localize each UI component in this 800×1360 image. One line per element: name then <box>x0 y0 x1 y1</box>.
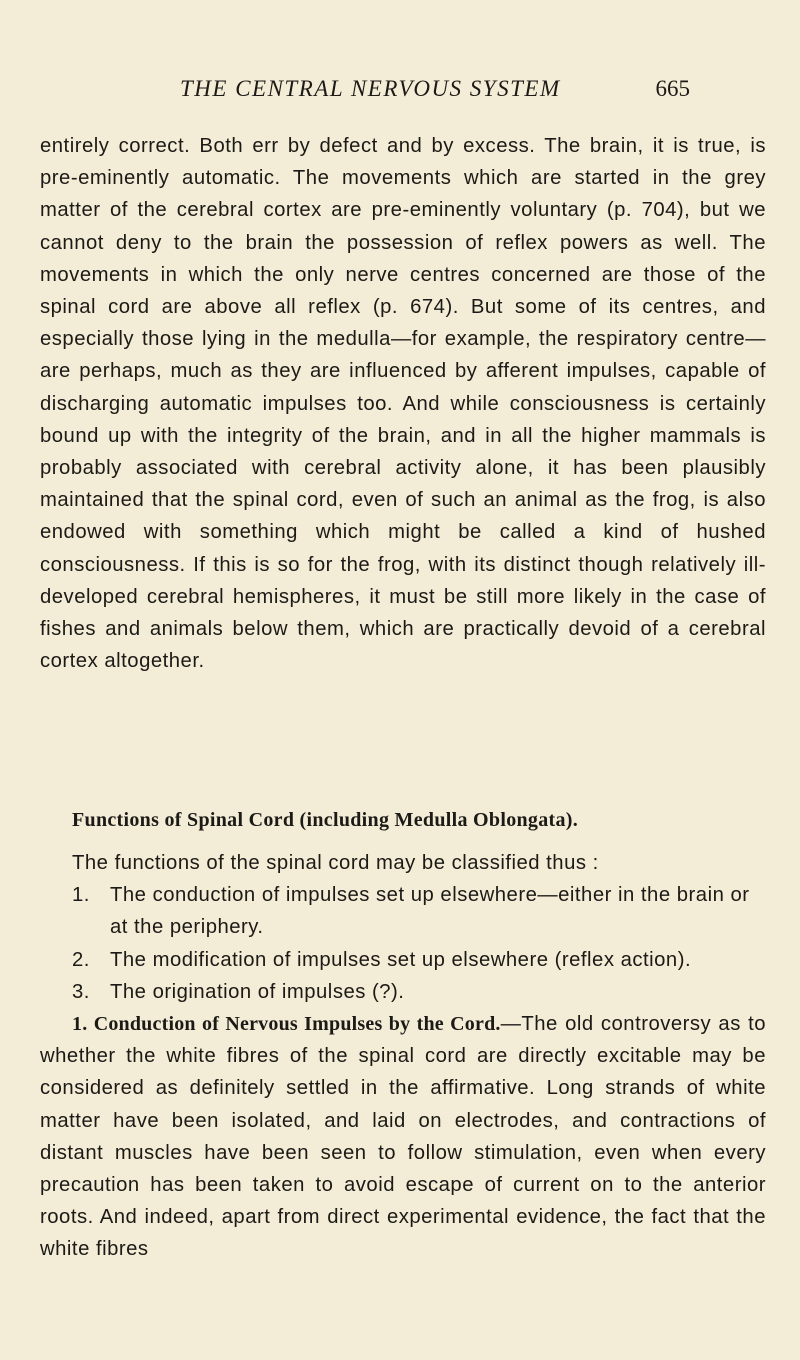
list-item-number: 2. <box>72 948 90 971</box>
running-head-title: THE CENTRAL NERVOUS SYSTEM <box>180 76 561 101</box>
section-heading: Functions of Spinal Cord (including Medulla Oblongata). <box>72 809 579 831</box>
list-item-text: The origination of impulses (?). <box>110 980 405 1003</box>
list-item-number: 1. <box>72 884 90 907</box>
functions-list <box>40 879 766 1008</box>
list-item-text: The conduction of impulses set up elsewhere—either in the brain or at the periphery. <box>110 884 750 939</box>
list-item <box>40 944 766 976</box>
functions-text-block <box>40 847 766 1266</box>
list-item <box>40 976 766 1008</box>
page-number: 665 <box>655 76 690 101</box>
opening-text-block <box>40 130 766 677</box>
intro-sentence: The functions of the spinal cord may be classified thus : <box>72 852 599 874</box>
conduction-paragraph <box>40 1008 766 1266</box>
subsection-heading: 1. Conduction of Nervous Impulses by the Cord. <box>72 1013 501 1036</box>
list-item-number: 3. <box>72 980 90 1003</box>
opening-paragraph: entirely correct. Both err by defect and by excess. The brain, it is true, is pre-eminently automatic. The movements which are started in the grey matter of the cerebral cortex are pre-eminently voluntary (p. 704), but we cannot deny to the brain the possession of reflex powers as well. The movements in which the only nerve centres concerned are those of the spinal cord are above all reflex (p. 674). But some of its centres, and especially those lying in the medulla—for example, the respiratory centre—are perhaps, much as they are influenced by afferent impulses, capable of discharging automatic impulses too. And while consciousness is certainly bound up with the integrity of the brain, and in all the higher mammals is probably associated with cerebral activity alone, it has been plausibly maintained that the spinal cord, even of such an animal as the frog, is also endowed with something which might be called a kind of hushed consciousness. If this is so for the frog, with its distinct though relatively ill-developed cerebral hemispheres, it must be still more likely in the case of fishes and animals below them, which are practically devoid of a cerebral cortex altogether. <box>40 135 766 673</box>
list-item-text: The modification of impulses set up elsewhere (reflex action). <box>110 948 692 971</box>
subsection-text: —The old controversy as to whether the white fibres of the spinal cord are directly excitable may be considered as definitely settled in the affirmative. Long strands of white matter have been isolated, and laid on electrodes, and contractions of distant muscles have been seen to follow stimulation, even when every precaution has been taken to avoid escape of current on to the anterior roots. And indeed, apart from direct experimental evidence, the fact that the white fibres <box>40 1013 766 1261</box>
running-head <box>170 76 690 108</box>
list-item <box>40 879 766 943</box>
